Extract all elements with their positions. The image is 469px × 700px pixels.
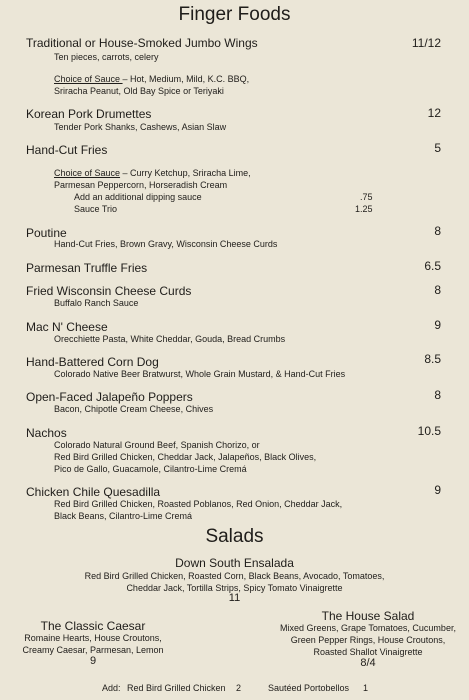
- item-desc-quesadilla-1: Red Bird Grilled Chicken, Roasted Poblanos, Red Onion, Cheddar Jack,: [54, 499, 343, 509]
- salad-desc-caesar-2: Creamy Caesar, Parmesan, Lemon: [22, 645, 164, 655]
- wings-sauce-options-2: Sriracha Peanut, Old Bay Spice or Teriyaki: [54, 86, 224, 96]
- salad-price-house: 8/4: [360, 657, 376, 669]
- salad-name-ensalada: Down South Ensalada: [175, 556, 294, 570]
- section-title-finger-foods: Finger Foods: [178, 4, 291, 25]
- salad-desc-ensalada-2: Cheddar Jack, Tortilla Strips, Spicy Tomato Vinaigrette: [126, 583, 343, 593]
- item-name-drumettes: Korean Pork Drumettes: [26, 107, 152, 121]
- item-name-mac-cheese: Mac N' Cheese: [26, 320, 108, 334]
- item-name-quesadilla: Chicken Chile Quesadilla: [26, 485, 161, 499]
- salad-add-chicken: Red Bird Grilled Chicken: [127, 683, 226, 693]
- item-price-quesadilla: 9: [434, 483, 441, 497]
- salad-desc-house-1: Mixed Greens, Grape Tomatoes, Cucumber,: [280, 623, 456, 633]
- salad-add-portobellos: Sautéed Portobellos: [268, 683, 350, 693]
- item-price-truffle-fries: 6.5: [424, 259, 441, 273]
- wings-sauce-line-1: [54, 73, 249, 85]
- item-name-jalapeno-poppers: Open-Faced Jalapeño Poppers: [26, 390, 193, 404]
- item-desc-nachos-3: Pico de Gallo, Guacamole, Cilantro-Lime Cremá: [54, 464, 247, 474]
- salad-add-portobellos-price: 1: [363, 683, 369, 693]
- item-name-corn-dog: Hand-Battered Corn Dog: [26, 355, 159, 369]
- item-price-wings: 11/12: [411, 36, 441, 50]
- item-desc-nachos-2: Red Bird Grilled Chicken, Cheddar Jack, Jalapeños, Black Olives,: [54, 452, 317, 462]
- item-price-drumettes: 12: [427, 106, 441, 120]
- item-name-nachos: Nachos: [26, 426, 67, 440]
- fries-addon-1-price: .75: [360, 192, 373, 202]
- item-desc-mac-cheese: Orecchiette Pasta, White Cheddar, Gouda, Bread Crumbs: [54, 334, 286, 344]
- item-price-corn-dog: 8.5: [424, 352, 441, 366]
- item-desc-jalapeno-poppers: Bacon, Chipotle Cream Cheese, Chives: [54, 404, 214, 414]
- salad-name-caesar: The Classic Caesar: [40, 619, 146, 633]
- item-name-poutine: Poutine: [26, 226, 67, 240]
- item-name-truffle-fries: Parmesan Truffle Fries: [26, 261, 148, 275]
- fries-addon-2: Sauce Trio: [74, 204, 118, 214]
- item-desc-poutine: Hand-Cut Fries, Brown Gravy, Wisconsin Cheese Curds: [54, 239, 278, 249]
- salad-price-ensalada: 11: [228, 592, 241, 604]
- fries-sauce-line-1: [54, 167, 251, 179]
- fries-sauce-options-1: – Curry Ketchup, Sriracha Lime,: [120, 168, 251, 178]
- fries-sauce-label: Choice of Sauce: [54, 168, 121, 178]
- item-desc-wings: Ten pieces, carrots, celery: [54, 52, 159, 62]
- item-price-cheese-curds: 8: [434, 283, 441, 297]
- salad-desc-caesar-1: Romaine Hearts, House Croutons,: [24, 633, 162, 643]
- salad-add-label: Add:: [102, 683, 121, 693]
- salad-name-house: The House Salad: [321, 609, 415, 623]
- item-name-cheese-curds: Fried Wisconsin Cheese Curds: [26, 284, 192, 298]
- item-desc-quesadilla-2: Black Beans, Cilantro-Lime Cremá: [54, 511, 193, 521]
- item-desc-corn-dog: Colorado Native Beer Bratwurst, Whole Grain Mustard, & Hand-Cut Fries: [54, 369, 346, 379]
- item-name-wings: Traditional or House-Smoked Jumbo Wings: [26, 36, 258, 50]
- item-price-poutine: 8: [434, 224, 441, 238]
- wings-sauce-options-1: – Hot, Medium, Mild, K.C. BBQ,: [122, 74, 250, 84]
- item-desc-nachos-1: Colorado Natural Ground Beef, Spanish Chorizo, or: [54, 440, 260, 450]
- item-name-fries: Hand-Cut Fries: [26, 143, 108, 157]
- item-price-nachos: 10.5: [417, 424, 441, 438]
- salad-desc-ensalada-1: Red Bird Grilled Chicken, Roasted Corn, Black Beans, Avocado, Tomatoes,: [84, 571, 385, 581]
- item-desc-drumettes: Tender Pork Shanks, Cashews, Asian Slaw: [54, 122, 227, 132]
- fries-sauce-options-2: Parmesan Peppercorn, Horseradish Cream: [54, 180, 228, 190]
- item-price-mac-cheese: 9: [434, 318, 441, 332]
- item-desc-cheese-curds: Buffalo Ranch Sauce: [54, 298, 139, 308]
- salad-price-caesar: 9: [89, 655, 97, 667]
- section-title-salads: Salads: [205, 526, 264, 547]
- salad-add-chicken-price: 2: [236, 683, 242, 693]
- fries-addon-1: Add an additional dipping sauce: [74, 192, 202, 202]
- fries-addon-2-price: 1.25: [355, 204, 373, 214]
- salad-desc-house-2: Green Pepper Rings, House Croutons,: [290, 635, 446, 645]
- item-price-jalapeno-poppers: 8: [434, 388, 441, 402]
- item-price-fries: 5: [434, 141, 441, 155]
- salad-desc-house-3: Roasted Shallot Vinaigrette: [313, 647, 423, 657]
- wings-sauce-label: Choice of Sauce: [54, 74, 123, 84]
